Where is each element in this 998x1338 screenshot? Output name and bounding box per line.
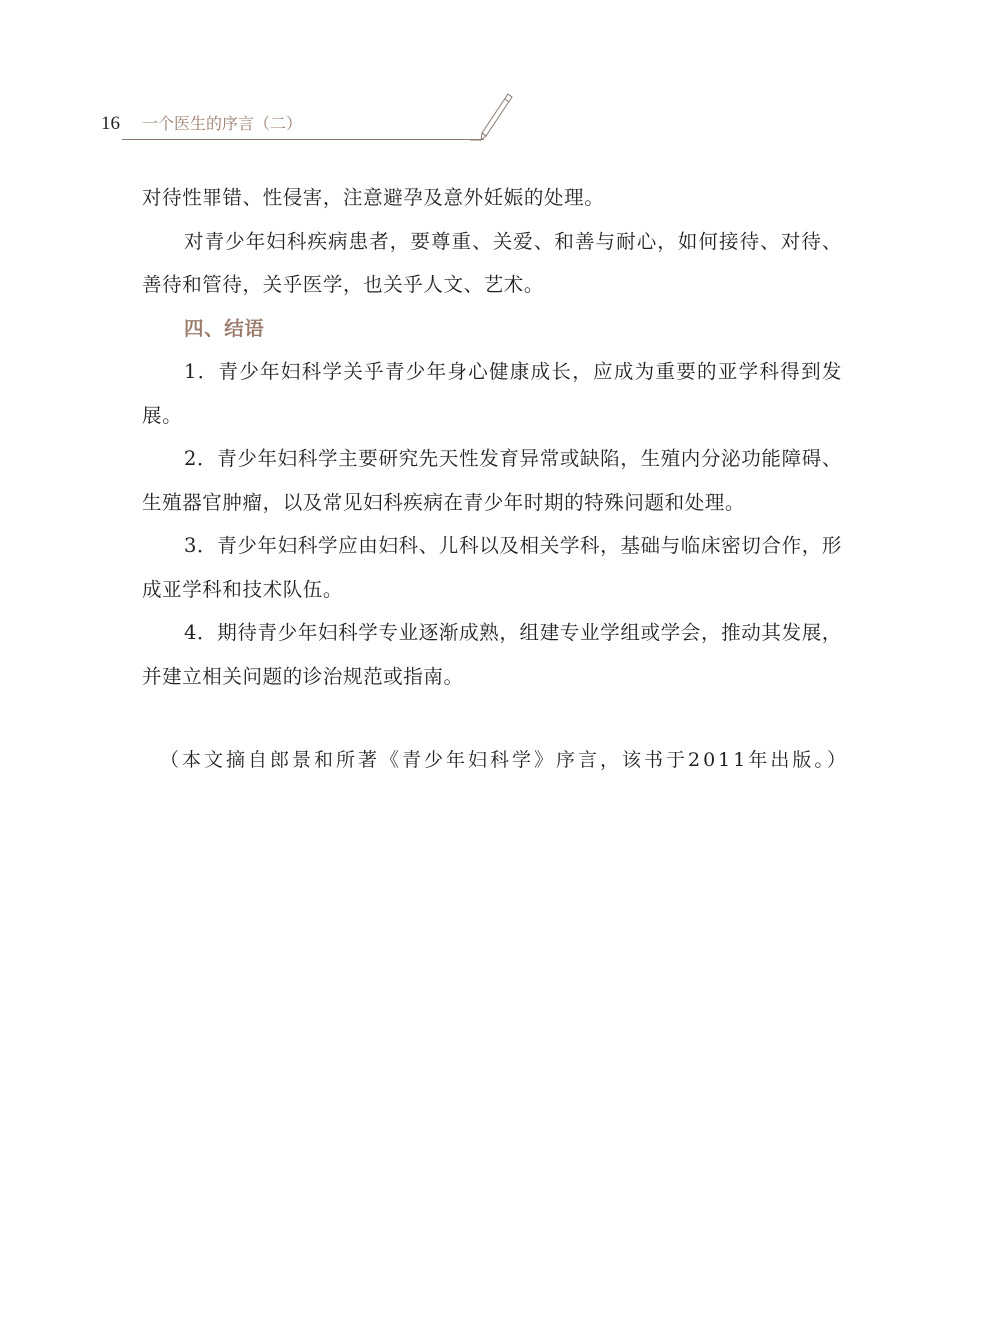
list-item: 2．青少年妇科学主要研究先天性发育异常或缺陷，生殖内分泌功能障碍、生殖器官肿瘤，以及常见妇科疾病在青少年时期的特殊问题和处理。 <box>142 447 842 514</box>
paragraph: 对青少年妇科疾病患者，要尊重、关爱、和善与耐心，如何接待、对待、善待和管待，关乎医学，也关乎人文、艺术。 <box>142 229 842 296</box>
list-item: 1．青少年妇科学关乎青少年身心健康成长，应成为重要的亚学科得到发展。 <box>142 360 842 427</box>
list-item: 3．青少年妇科学应由妇科、儿科以及相关学科，基础与临床密切合作，形成亚学科和技术队伍。 <box>142 534 842 601</box>
list-item: 4．期待青少年妇科学专业逐渐成熟，组建专业学组或学会，推动其发展，并建立相关问题的诊治规范或指南。 <box>142 621 842 688</box>
paragraph: 对待性罪错、性侵害，注意避孕及意外妊娠的处理。 <box>142 186 605 209</box>
page-number: 16 <box>101 113 120 134</box>
pen-icon <box>470 92 515 144</box>
main-content <box>142 176 842 698</box>
running-title: 一个医生的序言（二） <box>142 114 303 133</box>
source-note: （本文摘自郎景和所著《青少年妇科学》序言，该书于2011年出版。） <box>160 749 849 771</box>
header-rule <box>122 139 484 140</box>
section-heading: 四、结语 <box>184 316 265 340</box>
page-header <box>0 0 998 150</box>
